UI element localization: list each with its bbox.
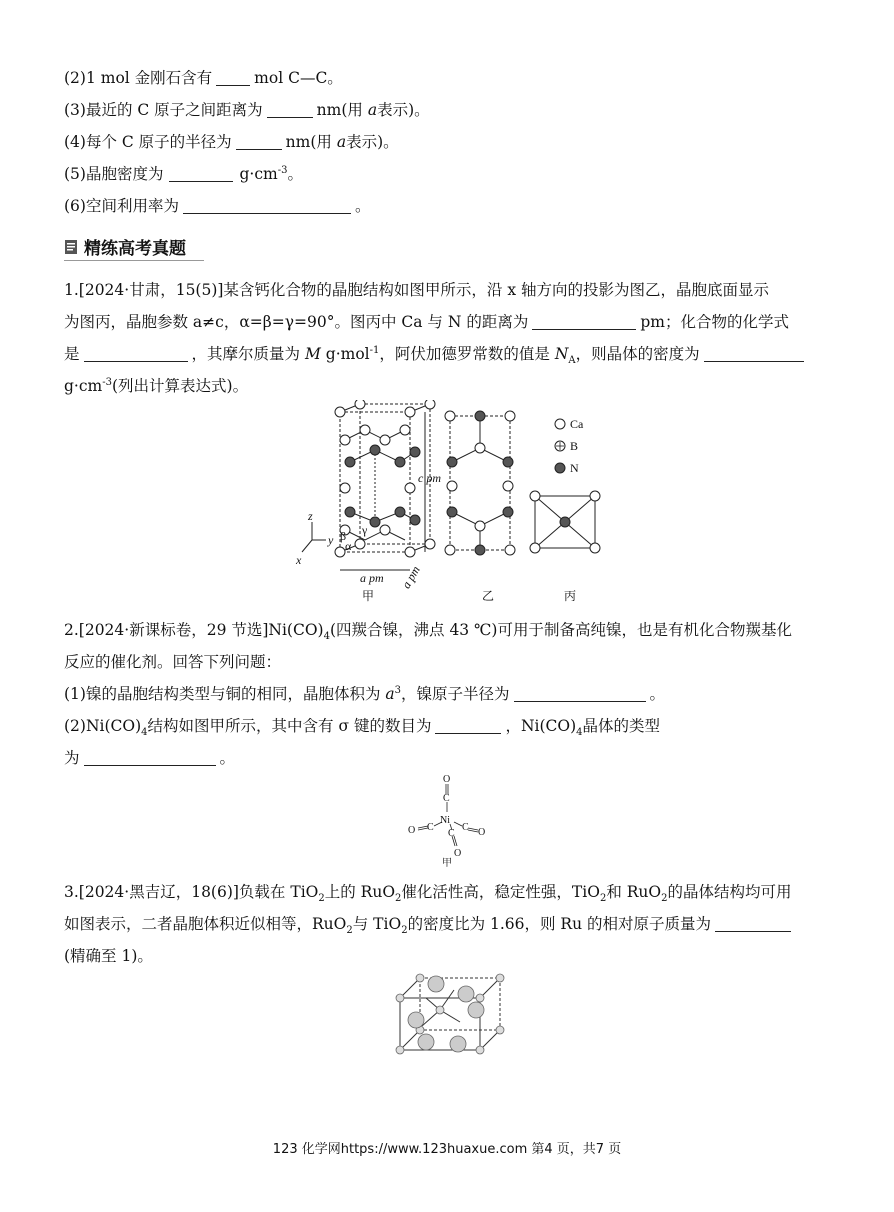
dim-a-pm: a pm bbox=[360, 571, 384, 585]
o-right: O bbox=[478, 827, 486, 838]
legend-b: B bbox=[570, 439, 579, 453]
q2-line-4: $(2)Ni(CO)_4$结构如图甲所示，其中含有 σ 键的数目为 ，$Ni(CO)_4$晶体的类型 bbox=[64, 717, 661, 739]
q-prev-4: (4)每个 C 原子的半径为 nm(用 a表示)。 bbox=[64, 133, 399, 151]
q1-line-4: $g\cdot cm^{-3}$(列出计算表达式)。 bbox=[64, 376, 249, 395]
axis-y: y bbox=[328, 533, 334, 547]
document-icon bbox=[64, 239, 78, 255]
q2-line-2: 反应的催化剂。回答下列问题： bbox=[64, 653, 282, 671]
q3-line-1: 3.[2024·黑吉辽，18(6)]负载在 TiO$_2$上的 RuO$_2$催化活性高，稳定性强，TiO$_2$和 RuO$_2$的晶体结构均可用 bbox=[64, 883, 792, 905]
legend-ca: Ca bbox=[570, 417, 584, 431]
q1-line-1: 1.[2024·甘肃，15(5)]某含钙化合物的晶胞结构如图甲所示，沿 x 轴方向的投影为图乙，晶胞底面显示 bbox=[64, 281, 770, 299]
o-left: O bbox=[408, 825, 416, 836]
fig-label-yi: 乙 bbox=[482, 589, 495, 603]
fig-label-bing: 丙 bbox=[564, 589, 577, 603]
section-heading bbox=[64, 234, 186, 259]
q2-line-1: 2.[2024·新课标卷，29 节选]$Ni(CO)_4$(四羰合镍，沸点 43 ℃)可用于制备高纯镍，也是有机化合物羰基化 bbox=[64, 621, 792, 643]
q-prev-5: (5)晶胞密度为 $g\cdot cm^{-3}$。 bbox=[64, 164, 303, 183]
axis-x: x bbox=[296, 553, 302, 567]
q-prev-3: (3)最近的 C 原子之间距离为 nm(用 a表示)。 bbox=[64, 101, 430, 119]
dim-a-pm-2: a pm bbox=[398, 563, 423, 591]
q2-figure bbox=[400, 772, 500, 868]
legend-n: N bbox=[570, 461, 579, 475]
c-bottom: C bbox=[448, 828, 455, 839]
c-top: C bbox=[443, 793, 450, 804]
q-prev-6: (6)空间利用率为 。 bbox=[64, 197, 371, 215]
section-title: 精练高考真题 bbox=[84, 239, 186, 259]
o-top: O bbox=[443, 774, 451, 785]
q1-figure bbox=[290, 400, 620, 610]
axis-z: z bbox=[308, 509, 313, 523]
q1-line-3: 是 ，其摩尔质量为 M g·mol$^{-1}$，阿伏加德罗常数的值是 $N_A$，则晶体的密度为 bbox=[64, 342, 804, 366]
q-prev-2: (2)1 mol 金刚石含有 mol C—C。 bbox=[64, 69, 343, 87]
dim-c-pm: c pm bbox=[418, 471, 441, 485]
q1-line-2: 为图丙，晶胞参数 a≠c，α=β=γ=90°。图丙中 Ca 与 N 的距离为 pm；化合物的化学式 bbox=[64, 313, 789, 331]
ni-center: Ni bbox=[440, 815, 450, 826]
fig-label-jia-2: 甲 bbox=[442, 858, 452, 868]
angle-beta: β bbox=[340, 529, 347, 543]
c-left: C bbox=[427, 822, 434, 833]
angle-gamma: γ bbox=[362, 523, 368, 537]
q2-line-5: 为 。 bbox=[64, 749, 236, 767]
q3-line-2: 如图表示，二者晶胞体积近似相等，RuO$_2$与 TiO$_2$的密度比为 1.66，则 Ru 的相对原子质量为 bbox=[64, 912, 791, 936]
q3-line-3: (精确至 1)。 bbox=[64, 947, 153, 965]
q2-line-3: (1)镍的晶胞结构类型与铜的相同，晶胞体积为 $a^3$，镍原子半径为 。 bbox=[64, 684, 666, 703]
q3-figure bbox=[392, 970, 508, 1058]
angle-alpha: α bbox=[345, 539, 352, 553]
c-right: C bbox=[462, 822, 469, 833]
page-footer: 123 化学网https://www.123huaxue.com 第4 页，共7 页 bbox=[272, 1142, 622, 1157]
fig-label-jia: 甲 bbox=[362, 589, 375, 603]
o-bottom: O bbox=[454, 848, 462, 859]
